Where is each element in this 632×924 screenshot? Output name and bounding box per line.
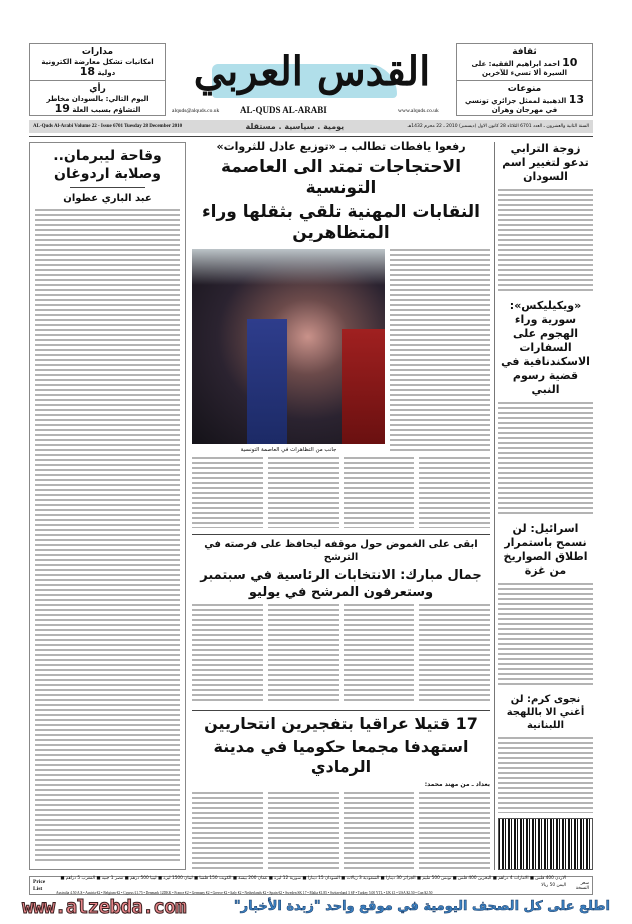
teaser-title: اليوم التالي: بالسودان مخاطر التشاؤم بسبب العلة: [46, 95, 149, 114]
date-english: AL-Quds Al-Arabi Volume 22 - Issue 6701 Tuesday 28 December 2010: [33, 124, 183, 129]
iraq-byline: بغداد ـ من مهند محمد:: [424, 780, 490, 788]
teaser-box-left: [29, 43, 166, 116]
barcode: [498, 818, 593, 870]
logo-text: القدس العربي: [193, 48, 431, 95]
lead-kicker: رفعوا يافطات تطالب بـ «توزيع عادل للثروات»: [216, 140, 466, 153]
teaser-title: احمد ابراهيم الفقيه: على السيرة ألا تسيء للآخرين: [471, 60, 568, 77]
page-number: 10: [562, 56, 578, 69]
teaser-section: ثقافة: [512, 47, 537, 57]
teaser-link[interactable]: [457, 44, 592, 80]
page-number: 18: [79, 65, 96, 78]
opinion-author: عبد الباري عطوان: [63, 193, 152, 204]
photo-caption: جانب من التظاهرات في العاصمة التونسية: [240, 447, 337, 453]
price-intl: Australia 4.50 A.$ • Austria €2 • Belgium €2 • Cyprus £1.75 • Denmark 12DKK • France €2 • Germany €2 • Greece €2 • Italy €2 • Netherlands €2 • Spain €2 • Sweden SK 17 • Malta €1.85 • Switzerland 3 SF • Turkey 5.00 YTL • UK £1 • USA $2.50 • Can $2.50: [56, 891, 433, 895]
lead-headline-2: النقابات المهنية تلقي بثقلها وراء المتظاهرين: [201, 202, 481, 243]
price-label-en: Price List: [33, 878, 46, 892]
date-arabic: السنة الثانية والعشرون ـ العدد 6701 الثلاثاء 28 كانون الاول (ديسمبر) 2010 ـ 22 محرم 1432هـ: [407, 124, 589, 129]
teaser-section: رأي: [89, 84, 106, 94]
lead-photo[interactable]: [192, 249, 385, 444]
teaser-title: الذهبية لممثل جزائري تونسي في مهرجان وهران: [464, 97, 567, 114]
sidebar-headline: اسرائيل: لن نسمح باستمرار اطلاق الصواريخ من غزة: [503, 521, 588, 577]
date-bar: [29, 120, 593, 133]
opinion-column: [29, 142, 186, 870]
lead-headline: الاحتجاجات تمتد الى العاصمة التونسية: [220, 157, 462, 198]
banner-site-link[interactable]: www.alzebda.com: [22, 896, 187, 918]
iraq-headline-2: استهدفا مجمعا حكوميا في مدينة الرمادي: [213, 736, 469, 776]
sidebar: [498, 142, 593, 870]
iraq-headline: 17 قتيلا عراقيا بتفجيرين انتحاريين: [204, 713, 478, 733]
sidebar-headline: نجوى كرم: لن أغني الا باللهجة اللبنانية: [506, 693, 585, 731]
teaser-section: منوعات: [507, 84, 542, 94]
teaser-link[interactable]: [30, 81, 165, 117]
teaser-section: مدارات: [81, 47, 114, 57]
sidebar-headline: زوجة الترابي تدعو لتغيير اسم السودان: [502, 142, 589, 183]
page-number: 13: [568, 93, 585, 106]
sidebar-headline: «ويكيليكس»: سورية وراء الهجوم على السفارات الاسكندنافية في قضية رسوم النبي: [501, 299, 590, 397]
mubarak-kicker: ابقى على الغموض حول موقفه ليحافظ على فرصته في الترشح: [204, 539, 478, 564]
website-link[interactable]: www.alquds.co.uk: [398, 108, 439, 114]
price-arab: الاردن 400 فلس ■ الامارات 4 دراهم ■ البحرين 400 فلس ■ تونس 500 مليم ■ الجزائر 30 دينارا ■ السعودية 3 ريالات ■ السودان 15 دينارا ■ سورية 12 ليرة ■ عمان 200 بيسة ■ الكويت 150 فلسا ■ لبنان 1500 ليرة ■ ليبيا 500 درهم ■ مصر 1 جنيه ■ المغرب 5 دراهم ■ اليمن 50 ريالا: [60, 876, 566, 888]
price-label-ar: سعر النسخة: [575, 880, 589, 891]
page-number: 19: [54, 102, 70, 115]
email-link[interactable]: alquds@alquds.co.uk: [172, 108, 220, 114]
banner-slogan[interactable]: اطلع على كل الصحف اليومية في موقع واحد "زبدة الأخبار": [233, 899, 610, 914]
opinion-title: وقاحة ليبرمان.. وصلابة اردوغان: [53, 148, 162, 182]
mubarak-headline: جمال مبارك: الانتخابات الرئاسية في سبتمبر وستعرفون المرشح في يوليو: [200, 568, 482, 601]
teaser-link[interactable]: [30, 44, 165, 80]
center-column: [192, 140, 490, 870]
tagline: يومية . سياسية . مستقلة: [245, 122, 345, 131]
teaser-link[interactable]: [457, 81, 592, 117]
teaser-box-right: [456, 43, 593, 116]
masthead-logo: [172, 44, 452, 104]
price-list: [29, 876, 593, 895]
teaser-title: امكانيات تشكل معارضة الكترونية دولية: [41, 58, 154, 77]
logo-latin: AL-QUDS AL-ARABI: [240, 105, 327, 115]
